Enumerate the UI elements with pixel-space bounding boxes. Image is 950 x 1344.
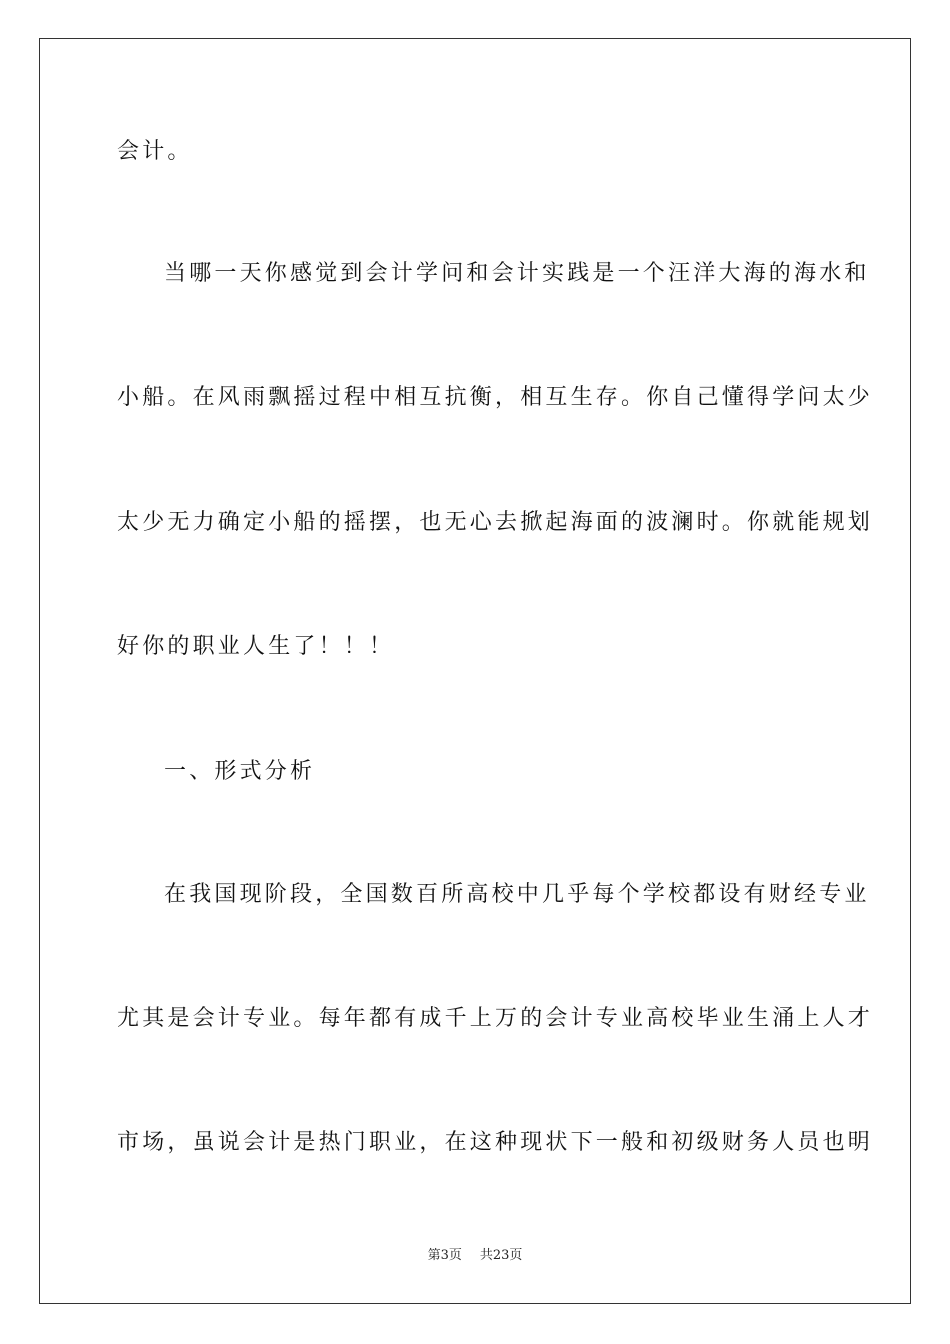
page-number: 第3页 bbox=[427, 1248, 462, 1263]
page-footer bbox=[0, 1247, 950, 1265]
paragraph-line: 好你的职业人生了！！！ bbox=[117, 634, 395, 659]
section-heading: 一、形式分析 bbox=[164, 759, 316, 784]
page-total: 共23页 bbox=[479, 1248, 523, 1263]
paragraph-line: 尤其是会计专业。每年都有成千上万的会计专业高校毕业生涌上人才 bbox=[117, 1006, 874, 1031]
paragraph-line: 小船。在风雨飘摇过程中相互抗衡，相互生存。你自己懂得学问太少 bbox=[117, 385, 874, 410]
page-border bbox=[39, 38, 911, 1304]
paragraph-line: 市场，虽说会计是热门职业，在这种现状下一般和初级财务人员也明 bbox=[117, 1130, 874, 1155]
paragraph-line: 在我国现阶段，全国数百所高校中几乎每个学校都设有财经专业 bbox=[164, 882, 870, 907]
paragraph-line: 当哪一天你感觉到会计学问和会计实践是一个汪洋大海的海水和 bbox=[164, 261, 870, 286]
paragraph-line: 太少无力确定小船的摇摆，也无心去掀起海面的波澜时。你就能规划 bbox=[117, 510, 874, 535]
paragraph-line: 会计。 bbox=[117, 139, 193, 164]
